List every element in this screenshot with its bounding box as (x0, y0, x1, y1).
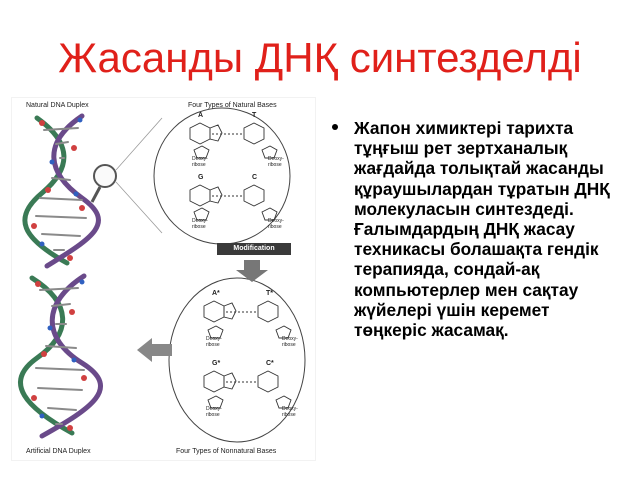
modification-label: Modification (217, 243, 291, 255)
nonnatural-base-structures (204, 301, 291, 408)
sugar-label: Deoxy- ribose (192, 218, 208, 230)
natural-duplex-label: Natural DNA Duplex (26, 102, 89, 109)
base-label-c: C (252, 174, 258, 181)
artificial-duplex-label: Artificial DNA Duplex (26, 448, 91, 455)
modification-arrow (236, 260, 268, 282)
base-label-c-star: C* (266, 360, 274, 367)
base-label-g-star: G* (212, 360, 221, 367)
dna-figure (12, 98, 315, 460)
natural-dna-helix (25, 116, 99, 266)
sugar-label: Deoxy- ribose (282, 406, 298, 418)
base-label-a-star: A* (212, 290, 220, 297)
bullet-icon (332, 124, 338, 130)
slide-title: Жасанды ДНҚ синтезделді (58, 34, 582, 81)
base-label-g: G (198, 174, 204, 181)
left-arrow (137, 338, 172, 362)
sugar-label: Deoxy- ribose (206, 406, 222, 418)
magnifier-icon (92, 165, 116, 202)
sugar-label: Deoxy- ribose (268, 156, 284, 168)
bullet-list (326, 118, 626, 340)
nonnatural-bases-label: Four Types of Nonnatural Bases (176, 448, 277, 455)
sugar-label: Deoxy- ribose (206, 336, 222, 348)
sugar-label: Deoxy- ribose (282, 336, 298, 348)
natural-base-structures (190, 123, 277, 220)
natural-bases-label: Four Types of Natural Bases (188, 102, 277, 109)
base-label-a: A (198, 112, 204, 119)
base-label-t: T (252, 112, 257, 119)
bullet-text: Жапон химиктері тарихта тұңғыш рет зертханалық жағдайда толықтай жасанды құраушылардан тұратын ДНҚ молекуласын синтездеді. Ғалымдардың ДНҚ жасау техникасы болашақта гендік терапияда, сондай-ақ компьютерлер мен сақтау жүйелері үшін керемет төңкеріс жасамақ. (354, 118, 610, 341)
sugar-label: Deoxy- ribose (192, 156, 208, 168)
base-label-t-star: T* (266, 290, 273, 297)
sugar-label: Deoxy- ribose (268, 218, 284, 230)
dna-illustration (12, 98, 315, 460)
artificial-dna-helix (21, 276, 101, 436)
